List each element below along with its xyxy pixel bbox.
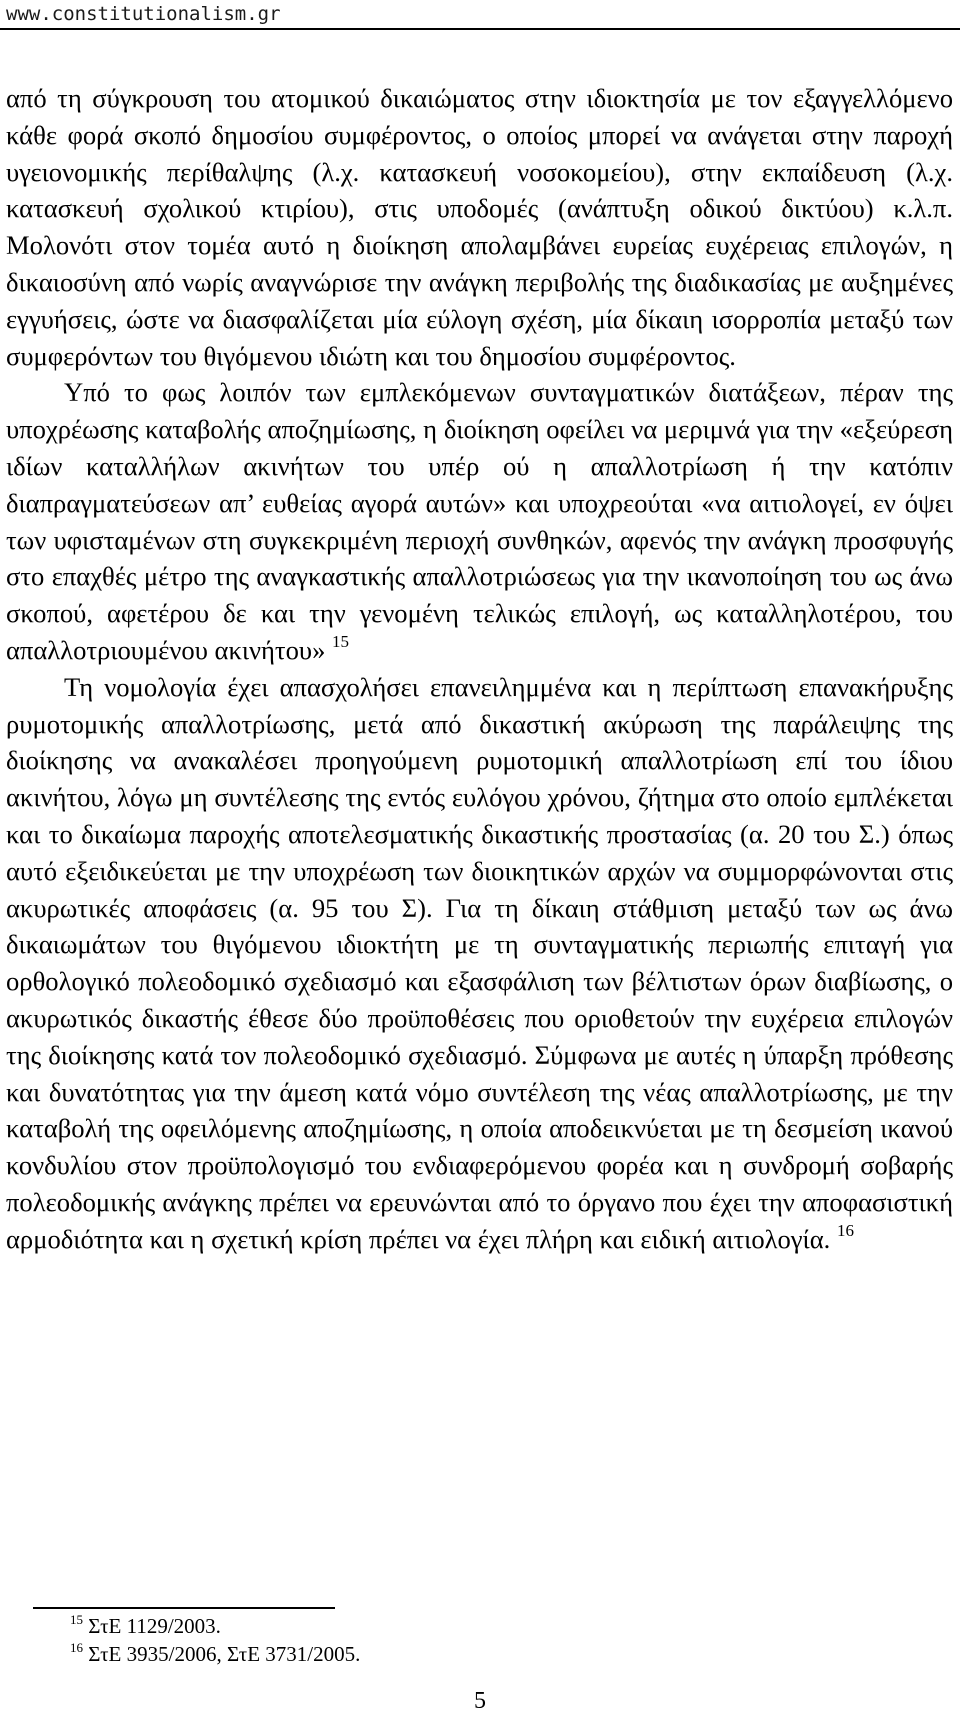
paragraph-3 (6, 669, 953, 1258)
paragraph-2 (6, 374, 953, 668)
footnote-text: ΣτΕ 3935/2006, ΣτΕ 3731/2005. (88, 1642, 361, 1666)
header-rule (0, 28, 960, 30)
page-number: 5 (474, 1688, 486, 1714)
footnote-ref-16: 16 (836, 1220, 854, 1240)
footnote-ref-15: 15 (332, 631, 350, 651)
footnote-number: 15 (70, 1612, 83, 1627)
footnote-number: 16 (70, 1640, 83, 1655)
footnote-separator (33, 1607, 335, 1609)
footnote-15 (70, 1612, 360, 1640)
paragraph-2-text: Υπό το φως λοιπόν των εμπλεκόμενων συνταγματικών διατάξεων, πέραν της υποχρέωσης καταβολής αποζημίωσης, η διοίκηση οφείλει να μεριμνά για την «εξεύρεση ιδίων καταλλήλων ακινήτων του υπέρ ού η απαλλοτρίωση ή την κατόπιν διαπραγματεύσεων απ’ ευθείας αγορά αυτών» και υποχρεούται «να αιτιολογεί, εν όψει των υφισταμένων στη συγκεκριμένη περιοχή συνθηκών, αφενός την ανάγκη προσφυγής στο επαχθές μέτρο της αναγκαστικής απαλλοτριώσεως για την ικανοποίηση του ως άνω σκοπού, αφετέρου δε και την γενομένη τελικώς επιλογή, ως καταλληλοτέρου, του απαλλοτριουμένου ακινήτου» (6, 377, 953, 665)
site-url-header: www.constitutionalism.gr (6, 3, 281, 25)
paragraph-1: από τη σύγκρουση του ατομικού δικαιώματος στην ιδιοκτησία με τον εξαγγελλόμενο κάθε φορά σκοπό δημοσίου συμφέροντος, ο οποίος μπορεί να ανάγεται στην παροχή υγειονομικής περίθαλψης (λ.χ. κατασκευή νοσοκομείου), στην εκπαίδευση (λ.χ. κατασκευή σχολικού κτιρίου), στις υποδομές (ανάπτυξη οδικού δικτύου) κ.λ.π. Μολονότι στον τομέα αυτό η διοίκηση απολαμβάνει ευρείας ευχέρειας επιλογών, η δικαιοσύνη από νωρίς αναγνώρισε την ανάγκη περιβολής της διαδικασίας με αυξημένες εγγυήσεις, ώστε να διασφαλίζεται μία εύλογη σχέση, μία δίκαιη ισορροπία μεταξύ των συμφερόντων του θιγόμενου ιδιώτη και του δημοσίου συμφέροντος. (6, 83, 953, 371)
footnotes (70, 1612, 360, 1668)
paragraph-3-text: Τη νομολογία έχει απασχολήσει επανειλημμένα και η περίπτωση επανακήρυξης ρυμοτομικής απαλλοτρίωσης, μετά από δικαστική ακύρωση της παράλειψης της διοίκησης να ανακαλέσει προηγούμενη ρυμοτομική απαλλοτρίωση επί του ίδιου ακινήτου, λόγω μη συντέλεσης της εντός ευλόγου χρόνου, ζήτημα στο οποίο εμπλέκεται και το δικαίωμα παροχής αποτελεσματικής δικαστικής προστασίας (α. 20 του Σ.) όπως αυτό εξειδικεύεται με την υποχρέωση των διοικητικών αρχών να συμμορφώνονται στις ακυρωτικές αποφάσεις (α. 95 του Σ). Για τη δίκαιη στάθμιση μεταξύ των ως άνω δικαιωμάτων του θιγόμενου ιδιοκτήτη με τη συνταγματικής περιωπής επιταγή για ορθολογικό πολεοδομικό σχεδιασμό και εξασφάλιση των βέλτιστων όρων διαβίωσης, ο ακυρωτικός δικαστής έθεσε δύο προϋποθέσεις που οριοθετούν την ευχέρεια επιλογών της διοίκησης κατά τον πολεοδομικό σχεδιασμό. Σύμφωνα με αυτές η ύπαρξη πρόθεσης και δυνατότητας για την άμεση κατά νόμο συντέλεση της νέας απαλλοτρίωσης, με την καταβολή της οφειλόμενης αποζημίωσης, η οποία αποδεικνύεται με τη δεσμείση ικανού κονδυλίου στον προϋπολογισμό του ενδιαφερόμενου φορέα και η συνδρομή σοβαρής πολεοδομικής ανάγκης πρέπει να ερευνώνται από το όργανο που έχει την αποφασιστική αρμοδιότητα και η σχετική κρίση πρέπει να έχει πλήρη και ειδική αιτιολογία. (6, 671, 953, 1254)
footnote-text: ΣτΕ 1129/2003. (88, 1614, 221, 1638)
document-body (6, 80, 953, 1258)
footnote-16 (70, 1640, 360, 1668)
